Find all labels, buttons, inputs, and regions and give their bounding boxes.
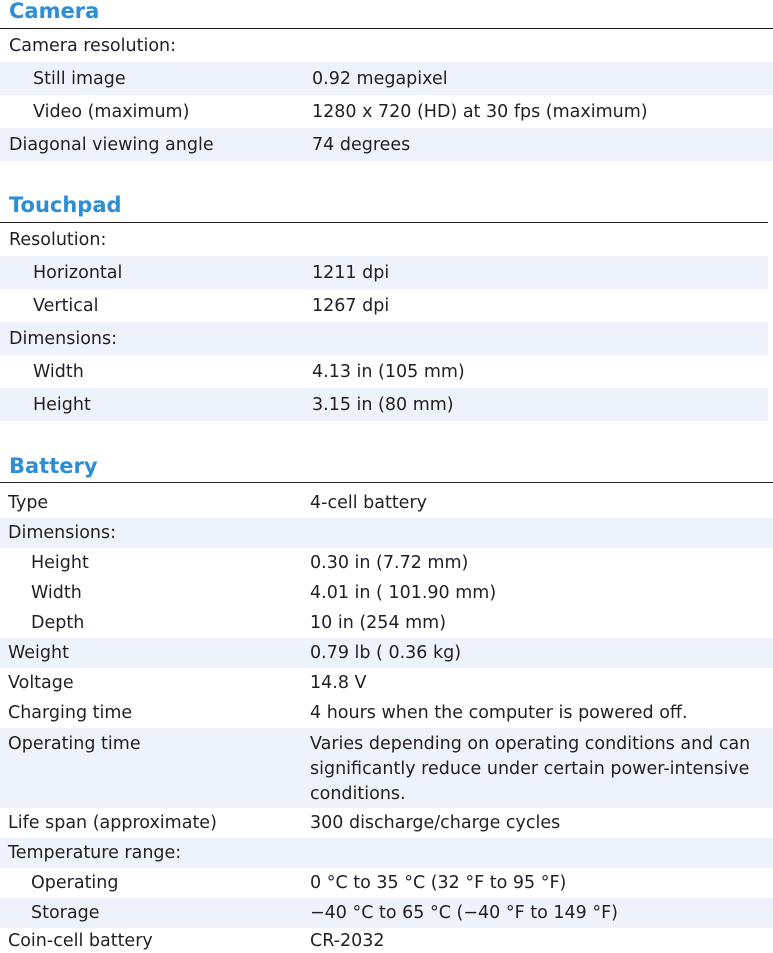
spec-label: Height xyxy=(31,553,89,573)
battery-spec-row xyxy=(0,548,773,578)
spec-label: Resolution: xyxy=(9,230,107,250)
spec-label: Operating xyxy=(31,873,119,893)
spec-label: Diagonal viewing angle xyxy=(9,135,214,155)
spec-value: 4-cell battery xyxy=(310,493,427,513)
spec-value: 14.8 V xyxy=(310,673,367,693)
spec-value: 1267 dpi xyxy=(312,296,390,316)
touchpad-spec-row xyxy=(0,355,768,388)
spec-label: Width xyxy=(31,583,82,603)
spec-label: Storage xyxy=(31,903,100,923)
spec-value: 0.92 megapixel xyxy=(312,69,448,89)
battery-spec-row xyxy=(0,638,773,668)
battery-spec-row xyxy=(0,728,773,808)
touchpad-spec-row xyxy=(0,289,768,322)
battery-section-divider xyxy=(0,482,773,483)
touchpad-spec-row xyxy=(0,223,768,256)
spec-label: Video (maximum) xyxy=(33,102,190,122)
camera-spec-row xyxy=(0,62,773,95)
touchpad-section-title: Touchpad xyxy=(9,193,122,217)
spec-value: 4.01 in ( 101.90 mm) xyxy=(310,583,497,603)
spec-label: Temperature range: xyxy=(8,843,182,863)
camera-spec-row xyxy=(0,29,773,62)
spec-label: Width xyxy=(33,362,84,382)
spec-value: 4.13 in (105 mm) xyxy=(312,362,465,382)
spec-label: Still image xyxy=(33,69,126,89)
spec-value: 74 degrees xyxy=(312,135,411,155)
spec-label: Life span (approximate) xyxy=(8,813,217,833)
spec-label: Operating time xyxy=(8,734,141,754)
battery-spec-row xyxy=(0,808,773,838)
battery-spec-row xyxy=(0,608,773,638)
spec-value: 300 discharge/charge cycles xyxy=(310,813,561,833)
spec-value: CR-2032 xyxy=(310,931,385,951)
battery-spec-row xyxy=(0,668,773,698)
battery-spec-row xyxy=(0,488,773,518)
spec-value: 3.15 in (80 mm) xyxy=(312,395,454,415)
spec-label: Voltage xyxy=(8,673,74,693)
spec-label: Dimensions: xyxy=(9,329,118,349)
spec-label: Horizontal xyxy=(33,263,123,283)
battery-spec-row xyxy=(0,518,773,548)
spec-label: Type xyxy=(8,493,49,513)
spec-value: 0.30 in (7.72 mm) xyxy=(310,553,469,573)
spec-value: Varies depending on operating conditions and can significantly reduce under certain power-intensive conditions. xyxy=(310,734,751,804)
touchpad-spec-row xyxy=(0,388,768,421)
battery-spec-row xyxy=(0,898,773,928)
spec-label: Weight xyxy=(8,643,69,663)
battery-spec-row xyxy=(0,698,773,728)
touchpad-spec-row xyxy=(0,256,768,289)
spec-label: Charging time xyxy=(8,703,133,723)
spec-label: Dimensions: xyxy=(8,523,117,543)
battery-spec-row xyxy=(0,928,773,953)
spec-label: Camera resolution: xyxy=(9,36,177,56)
camera-spec-row xyxy=(0,95,773,128)
spec-label: Vertical xyxy=(33,296,99,316)
battery-spec-row xyxy=(0,838,773,868)
spec-value: 0.79 lb ( 0.36 kg) xyxy=(310,643,462,663)
spec-value: 10 in (254 mm) xyxy=(310,613,447,633)
touchpad-spec-row xyxy=(0,322,768,355)
camera-section-title: Camera xyxy=(9,0,100,23)
spec-value: 4 hours when the computer is powered off. xyxy=(310,703,688,723)
camera-spec-row xyxy=(0,128,773,161)
battery-spec-row xyxy=(0,578,773,608)
spec-value: 1280 x 720 (HD) at 30 fps (maximum) xyxy=(312,102,648,122)
spec-label: Height xyxy=(33,395,91,415)
battery-section-title: Battery xyxy=(9,454,98,478)
battery-spec-row xyxy=(0,868,773,898)
spec-label: Depth xyxy=(31,613,85,633)
spec-value: −40 °C to 65 °C (−40 °F to 149 °F) xyxy=(310,903,618,923)
spec-value: 0 °C to 35 °C (32 °F to 95 °F) xyxy=(310,873,567,893)
spec-value: 1211 dpi xyxy=(312,263,390,283)
spec-label: Coin-cell battery xyxy=(8,931,153,951)
